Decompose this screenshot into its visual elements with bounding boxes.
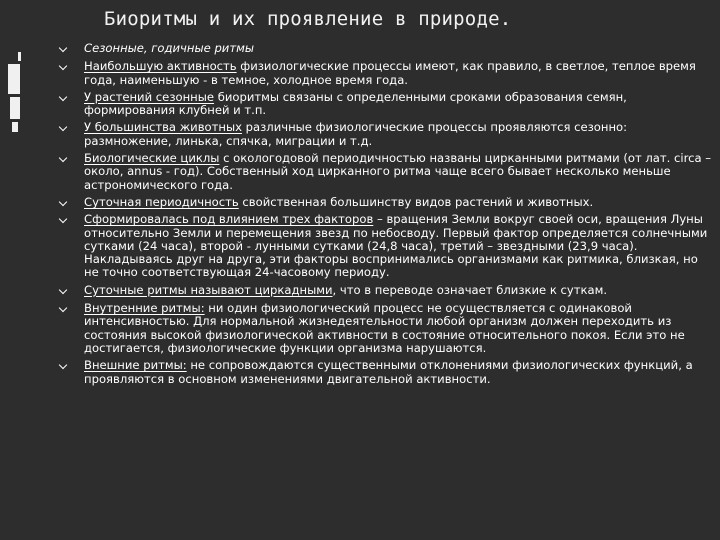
item-text: с окологодовой периодичностью названы цирканными ритмами (от лат. circa – около, annus - год). Собственный ход цирканного ритма чаще всего бывает несколько меньше астрономического года. <box>84 151 712 192</box>
list-item <box>60 302 714 355</box>
list-item <box>60 359 714 386</box>
bullet-icon <box>59 93 67 101</box>
item-text: , что в переводе означает близкие к суткам. <box>332 282 608 297</box>
bullet-icon <box>59 44 67 52</box>
item-text: ни один физиологический процесс не осуществляется с одинаковой интенсивностью. Для нормальной жизнедеятельности любой организм должен переходить из состояния высокой физиологической активности в состояние относительного покоя. Если это не достигается, физиологические функции организма нарушаются. <box>84 301 685 355</box>
bullet-icon <box>59 304 67 312</box>
slide-title: Биоритмы и их проявление в природе. <box>104 8 512 30</box>
item-text: свойственная большинству видов растений и животных. <box>238 194 594 209</box>
bullet-icon <box>59 123 67 131</box>
item-text: биоритмы связаны с определенными сроками образования семян, формирования клубней и т.п. <box>84 89 627 118</box>
item-lead: У большинства животных <box>84 120 242 135</box>
item-text: различные физиологические процессы проявляются сезонно: размножение, линька, спячка, миграции и т.д. <box>84 120 628 148</box>
bullet-icon <box>59 62 67 70</box>
item-lead: Внутренние ритмы: <box>84 301 205 316</box>
list-item <box>60 121 714 148</box>
item-lead: У растений сезонные <box>84 89 215 104</box>
list-item <box>60 196 714 209</box>
item-text: физиологические процессы имеют, как правило, в светлое, теплое время года, наименьшую - в темное, холодное время года. <box>84 59 696 87</box>
item-text: не сопровождаются существенными отклонениями физиологических функций, а проявляются в основном изменениями двигательной активности. <box>84 358 693 386</box>
bullet-icon <box>59 198 67 206</box>
item-lead: Сформировалась под влиянием трех факторов <box>84 212 374 227</box>
item-lead: Биологические циклы <box>84 151 220 166</box>
list-item <box>60 91 714 118</box>
list-item <box>60 152 714 192</box>
item-lead: Наибольшую активность <box>84 59 237 74</box>
bullet-icon <box>59 215 67 223</box>
item-lead: Суточные ритмы называют циркадными <box>84 282 333 297</box>
list-item <box>60 284 714 297</box>
list-item <box>60 42 714 55</box>
item-lead: Внешние ритмы: <box>84 358 187 373</box>
bullet-icon <box>59 286 67 294</box>
bullet-icon <box>59 361 67 369</box>
bullet-list <box>60 42 714 386</box>
list-item <box>60 213 714 279</box>
item-lead: Сезонные, годичные ритмы <box>84 41 254 55</box>
decorative-bars <box>8 52 26 135</box>
item-text: – вращения Земли вокруг своей оси, вращения Луны относительно Земли и перемещения звезд по небосводу. Первый фактор определяется солнечными сутками (24 часа), второй - лунными сутками (24,8 часа), третий – звездными (23,9 часа). Накладываясь друг на друга, эти факторы воспринимались организмами как ритмика, близкая, но не точно соответствующая 24-часовому периоду. <box>84 212 708 280</box>
list-item <box>60 60 714 87</box>
bullet-icon <box>59 154 67 162</box>
item-lead: Суточная периодичность <box>84 194 239 209</box>
